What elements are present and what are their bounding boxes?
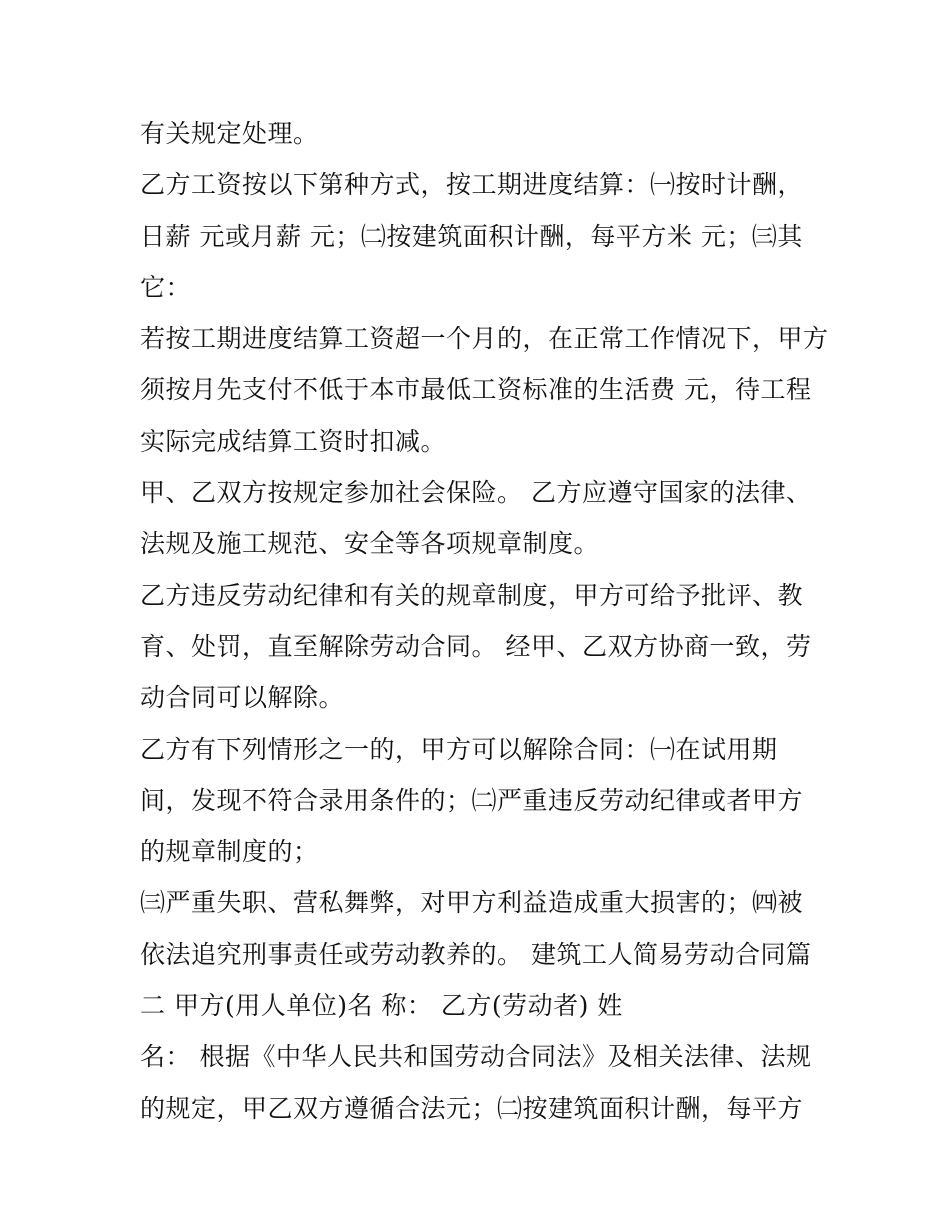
text-line: 依法追究刑事责任或劳动教养的。 建筑工人简易劳动合同篇 [140,939,812,969]
text-line: 若按工期进度结算工资超一个月的，在正常工作情况下，甲方 [140,324,829,354]
document-body [140,108,829,1134]
text-line: 乙方工资按以下第种方式，按工期进度结算：㈠按时计酬， [140,170,804,200]
text-line: 间，发现不符合录用条件的；㈡严重违反劳动纪律或者甲方 [140,785,804,815]
text-line: 有关规定处理。 [140,119,319,148]
text-line: 的规定，甲乙双方遵循合法元；㈡按建筑面积计酬，每平方 [140,1093,804,1123]
text-line: 动合同可以解除。 [140,683,345,713]
text-line: 实际完成结算工资时扣减。 [140,426,447,456]
text-line: 它： [140,272,192,302]
text-line: 乙方违反劳动纪律和有关的规章制度，甲方可给予批评、教 [140,580,804,610]
text-line: 甲、乙双方按规定参加社会保险。 乙方应遵守国家的法律、 [140,478,812,508]
text-line: 日薪 元或月薪 元；㈡按建筑面积计酬，每平方米 元；㈢其 [140,221,803,251]
text-line: 乙方有下列情形之一的，甲方可以解除合同：㈠在试用期 [140,734,778,764]
text-line: 二 甲方(用人单位)名 称： 乙方(劳动者) 姓 [140,991,623,1021]
text-line: 的规章制度的； [140,837,319,867]
text-line: ㈢严重失职、营私舞弊，对甲方利益造成重大损害的；㈣被 [140,888,804,918]
text-line: 育、处罚，直至解除劳动合同。 经甲、乙双方协商一致，劳 [140,631,812,661]
text-line: 法规及施工规范、安全等各项规章制度。 [140,529,600,559]
text-line: 须按月先支付不低于本市最低工资标准的生活费 元，待工程 [140,375,812,405]
text-line: 名： 根据《中华人民共和国劳动合同法》及相关法律、法规 [140,1042,812,1072]
